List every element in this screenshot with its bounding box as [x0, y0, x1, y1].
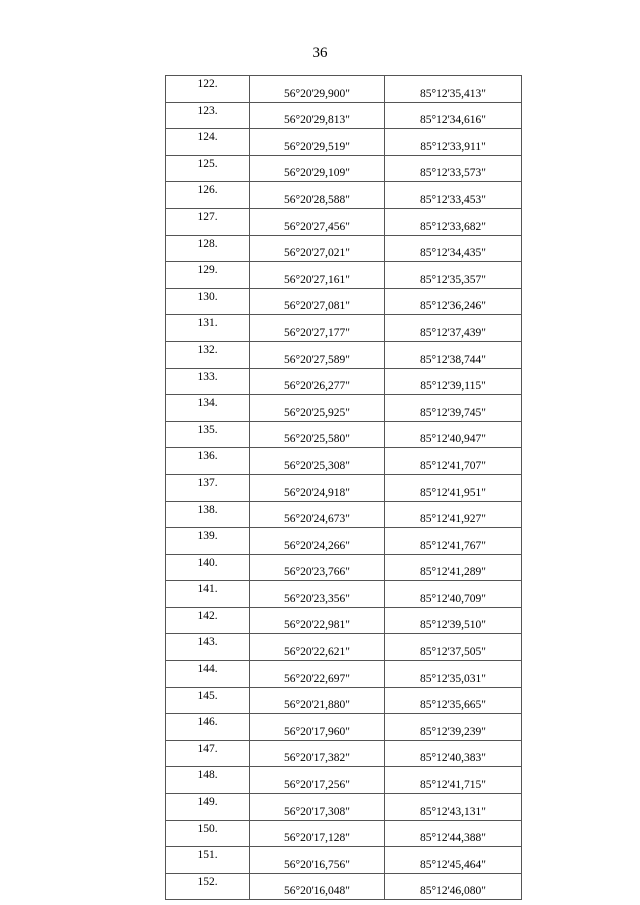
point-number-cell: 128.: [166, 235, 250, 262]
latitude-cell: 56°20'21,880": [250, 687, 385, 714]
coordinates-table: [165, 75, 522, 900]
latitude-cell: 56°20'17,128": [250, 820, 385, 847]
table-row: [166, 76, 522, 103]
latitude-cell: 56°20'17,308": [250, 794, 385, 821]
longitude-cell: 85°12'35,413": [385, 76, 522, 103]
longitude-cell: 85°12'39,115": [385, 368, 522, 395]
point-number-cell: 125.: [166, 155, 250, 182]
longitude-cell: 85°12'34,435": [385, 235, 522, 262]
table-row: [166, 315, 522, 342]
latitude-cell: 56°20'29,900": [250, 76, 385, 103]
point-number-cell: 134.: [166, 395, 250, 422]
table-row: [166, 634, 522, 661]
longitude-cell: 85°12'39,510": [385, 607, 522, 634]
latitude-cell: 56°20'17,256": [250, 767, 385, 794]
longitude-cell: 85°12'41,715": [385, 767, 522, 794]
point-number-cell: 131.: [166, 315, 250, 342]
latitude-cell: 56°20'25,308": [250, 448, 385, 475]
point-number-cell: 124.: [166, 129, 250, 156]
table-row: [166, 182, 522, 209]
latitude-cell: 56°20'23,766": [250, 554, 385, 581]
longitude-cell: 85°12'39,239": [385, 714, 522, 741]
table-row: [166, 740, 522, 767]
point-number-cell: 146.: [166, 714, 250, 741]
table-row: [166, 554, 522, 581]
latitude-cell: 56°20'16,756": [250, 847, 385, 874]
longitude-cell: 85°12'43,131": [385, 794, 522, 821]
latitude-cell: 56°20'25,925": [250, 395, 385, 422]
table-row: [166, 714, 522, 741]
longitude-cell: 85°12'46,080": [385, 873, 522, 900]
latitude-cell: 56°20'27,161": [250, 262, 385, 289]
point-number-cell: 135.: [166, 421, 250, 448]
longitude-cell: 85°12'39,745": [385, 395, 522, 422]
latitude-cell: 56°20'23,356": [250, 581, 385, 608]
point-number-cell: 126.: [166, 182, 250, 209]
table-row: [166, 341, 522, 368]
longitude-cell: 85°12'33,573": [385, 155, 522, 182]
latitude-cell: 56°20'27,177": [250, 315, 385, 342]
longitude-cell: 85°12'37,505": [385, 634, 522, 661]
latitude-cell: 56°20'28,588": [250, 182, 385, 209]
latitude-cell: 56°20'27,589": [250, 341, 385, 368]
table-row: [166, 129, 522, 156]
latitude-cell: 56°20'17,960": [250, 714, 385, 741]
point-number-cell: 138.: [166, 501, 250, 528]
longitude-cell: 85°12'41,707": [385, 448, 522, 475]
latitude-cell: 56°20'22,981": [250, 607, 385, 634]
table-row: [166, 102, 522, 129]
longitude-cell: 85°12'35,357": [385, 262, 522, 289]
table-row: [166, 794, 522, 821]
point-number-cell: 142.: [166, 607, 250, 634]
table-row: [166, 448, 522, 475]
latitude-cell: 56°20'17,382": [250, 740, 385, 767]
point-number-cell: 152.: [166, 873, 250, 900]
latitude-cell: 56°20'29,519": [250, 129, 385, 156]
table-row: [166, 155, 522, 182]
table-row: [166, 421, 522, 448]
point-number-cell: 150.: [166, 820, 250, 847]
table-row: [166, 208, 522, 235]
point-number-cell: 148.: [166, 767, 250, 794]
longitude-cell: 85°12'33,911": [385, 129, 522, 156]
table-row: [166, 501, 522, 528]
longitude-cell: 85°12'37,439": [385, 315, 522, 342]
point-number-cell: 151.: [166, 847, 250, 874]
table-row: [166, 288, 522, 315]
longitude-cell: 85°12'33,682": [385, 208, 522, 235]
point-number-cell: 129.: [166, 262, 250, 289]
table-row: [166, 528, 522, 555]
point-number-cell: 141.: [166, 581, 250, 608]
point-number-cell: 149.: [166, 794, 250, 821]
point-number-cell: 147.: [166, 740, 250, 767]
latitude-cell: 56°20'24,266": [250, 528, 385, 555]
longitude-cell: 85°12'35,665": [385, 687, 522, 714]
latitude-cell: 56°20'27,021": [250, 235, 385, 262]
table-row: [166, 661, 522, 688]
latitude-cell: 56°20'24,918": [250, 474, 385, 501]
longitude-cell: 85°12'34,616": [385, 102, 522, 129]
longitude-cell: 85°12'38,744": [385, 341, 522, 368]
table-row: [166, 873, 522, 900]
latitude-cell: 56°20'27,081": [250, 288, 385, 315]
latitude-cell: 56°20'24,673": [250, 501, 385, 528]
table-row: [166, 607, 522, 634]
table-row: [166, 767, 522, 794]
longitude-cell: 85°12'41,767": [385, 528, 522, 555]
latitude-cell: 56°20'22,621": [250, 634, 385, 661]
longitude-cell: 85°12'35,031": [385, 661, 522, 688]
point-number-cell: 140.: [166, 554, 250, 581]
latitude-cell: 56°20'16,048": [250, 873, 385, 900]
table-row: [166, 368, 522, 395]
latitude-cell: 56°20'25,580": [250, 421, 385, 448]
longitude-cell: 85°12'36,246": [385, 288, 522, 315]
point-number-cell: 123.: [166, 102, 250, 129]
latitude-cell: 56°20'29,109": [250, 155, 385, 182]
point-number-cell: 137.: [166, 474, 250, 501]
point-number-cell: 132.: [166, 341, 250, 368]
latitude-cell: 56°20'29,813": [250, 102, 385, 129]
table-row: [166, 395, 522, 422]
table-row: [166, 820, 522, 847]
longitude-cell: 85°12'40,709": [385, 581, 522, 608]
point-number-cell: 130.: [166, 288, 250, 315]
coordinates-table-body: [166, 76, 522, 900]
table-row: [166, 687, 522, 714]
point-number-cell: 139.: [166, 528, 250, 555]
point-number-cell: 133.: [166, 368, 250, 395]
point-number-cell: 122.: [166, 76, 250, 103]
latitude-cell: 56°20'26,277": [250, 368, 385, 395]
point-number-cell: 144.: [166, 661, 250, 688]
table-row: [166, 847, 522, 874]
table-row: [166, 262, 522, 289]
table-row: [166, 474, 522, 501]
point-number-cell: 145.: [166, 687, 250, 714]
longitude-cell: 85°12'41,927": [385, 501, 522, 528]
table-row: [166, 235, 522, 262]
table-row: [166, 581, 522, 608]
point-number-cell: 136.: [166, 448, 250, 475]
point-number-cell: 127.: [166, 208, 250, 235]
latitude-cell: 56°20'22,697": [250, 661, 385, 688]
longitude-cell: 85°12'44,388": [385, 820, 522, 847]
longitude-cell: 85°12'40,947": [385, 421, 522, 448]
longitude-cell: 85°12'41,289": [385, 554, 522, 581]
page-number: 36: [312, 45, 328, 61]
longitude-cell: 85°12'41,951": [385, 474, 522, 501]
longitude-cell: 85°12'33,453": [385, 182, 522, 209]
longitude-cell: 85°12'40,383": [385, 740, 522, 767]
point-number-cell: 143.: [166, 634, 250, 661]
latitude-cell: 56°20'27,456": [250, 208, 385, 235]
longitude-cell: 85°12'45,464": [385, 847, 522, 874]
